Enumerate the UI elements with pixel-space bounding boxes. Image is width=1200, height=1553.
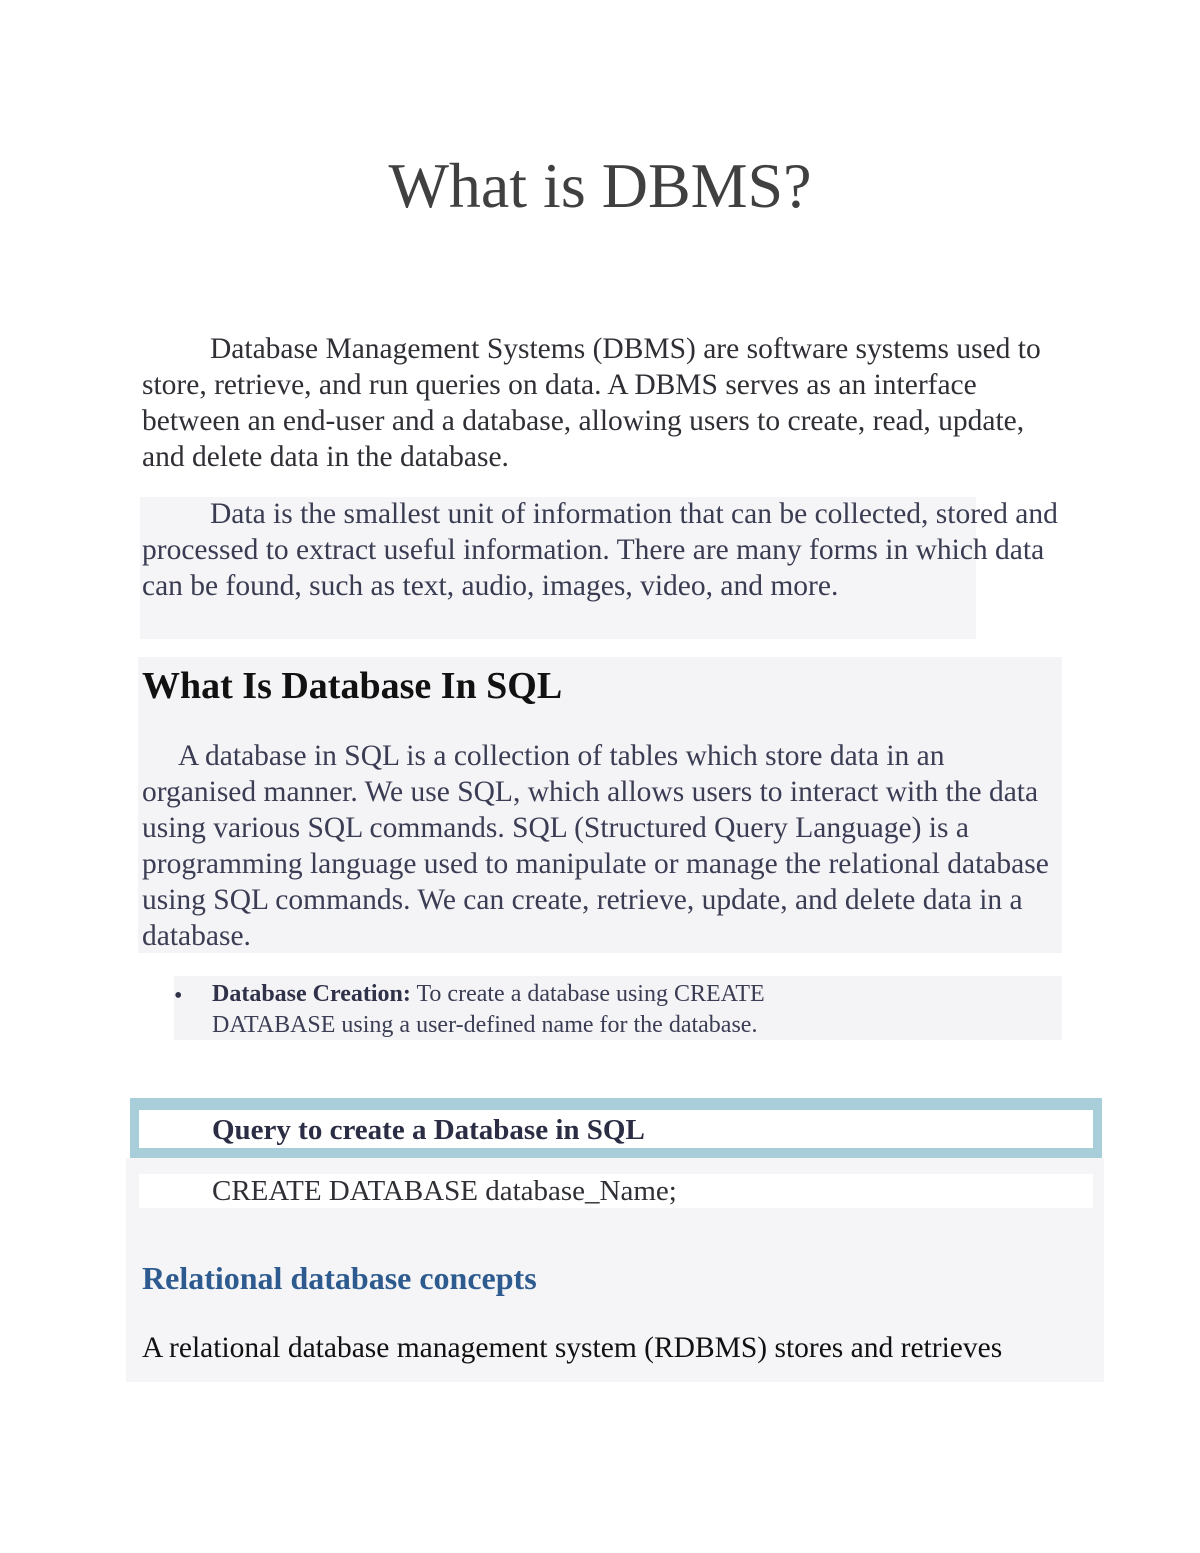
subheading-relational: Relational database concepts bbox=[142, 1260, 537, 1296]
page-title: What is DBMS? bbox=[388, 150, 812, 221]
paragraph-data-definition-text: Data is the smallest unit of information that can be collected, stored and processed to extract useful information. There are many forms in which data can be found, such as text, audio, images, video, and more. bbox=[142, 498, 1058, 602]
bullet-marker: • bbox=[174, 983, 183, 1009]
paragraph-dbms-definition-text: Database Management Systems (DBMS) are software systems used to store, retrieve, and run queries on data. A DBMS serves as an interface between an end-user and a database, allowing users to create, read, update, and delete data in the database. bbox=[142, 333, 1041, 473]
paragraph-sql-database bbox=[142, 738, 1062, 954]
paragraph-sql-database-text: A database in SQL is a collection of tables which store data in an organised manner. We use SQL, which allows users to interact with the data using various SQL commands. SQL (Structured Query Language) is a programming language used to manipulate or manage the relational database using SQL commands. We can create, retrieve, update, and delete data in a database. bbox=[142, 740, 1049, 952]
bullet-database-creation bbox=[212, 979, 892, 1041]
sql-code-line: CREATE DATABASE database_Name; bbox=[212, 1175, 677, 1207]
query-title: Query to create a Database in SQL bbox=[212, 1114, 645, 1146]
paragraph-dbms-definition bbox=[142, 331, 1062, 475]
section-heading: What Is Database In SQL bbox=[142, 665, 563, 707]
bullet-label: Database Creation: bbox=[212, 981, 411, 1007]
bullet-text: To create a database using CREATE DATABASE using a user-defined name for the database. bbox=[212, 981, 765, 1038]
paragraph-data-definition bbox=[142, 496, 1062, 604]
paragraph-rdbms: A relational database management system (RDBMS) stores and retrieves bbox=[142, 1332, 1003, 1364]
